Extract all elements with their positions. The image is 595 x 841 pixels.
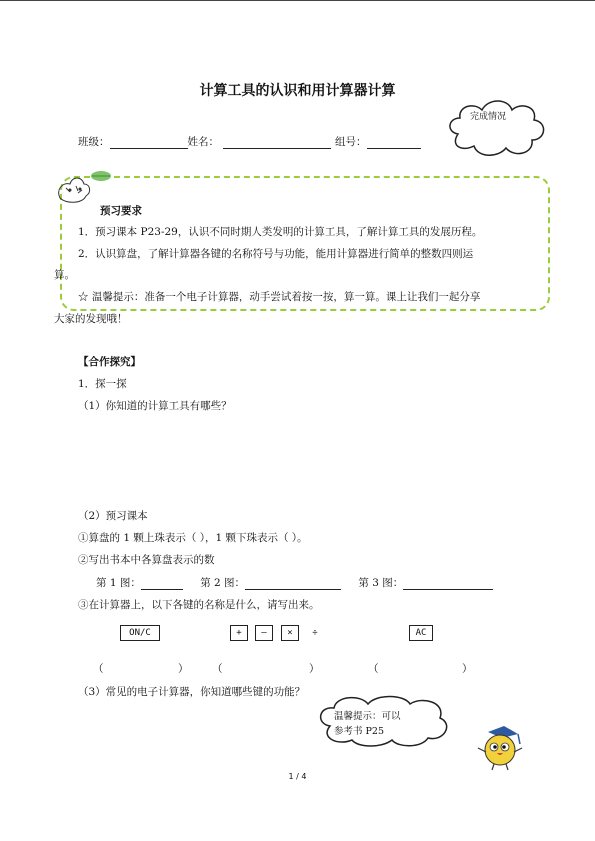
tip-cloud-line-1: 温馨提示：可以: [334, 711, 401, 722]
group-label: 组号：: [335, 136, 367, 148]
preview-item-2-cont: 算。: [54, 269, 75, 281]
question-1: （1）你知道的计算工具有哪些？: [78, 400, 232, 412]
fig-1-label: 第 1 图：: [96, 577, 141, 589]
top-rule: [0, 0, 595, 1]
preview-item-1: 1．预习课本 P23-29，认识不同时期人类发明的计算工具，了解计算工具的发展历程。: [78, 226, 483, 238]
owl-mascot-icon: [474, 722, 526, 772]
page-title: 计算工具的认识和用计算器计算: [199, 83, 396, 99]
paren-3-open: （: [368, 663, 379, 675]
class-label: 班级：: [78, 136, 110, 148]
tip-cloud-line-2: 参考书 P25: [334, 726, 385, 737]
page-number: 1 / 4: [288, 772, 307, 781]
preview-tip-cont: 大家的发现哦！: [54, 313, 128, 325]
class-blank[interactable]: [110, 137, 188, 149]
question-2b: ②写出书本中各算盘表示的数: [78, 554, 215, 566]
preview-heading: 预习要求: [100, 205, 142, 217]
question-2c: ③在计算器上，以下各键的名称是什么，请写出来。: [78, 599, 320, 611]
paren-2-close: ）: [309, 663, 320, 675]
leaf-icon: [90, 170, 112, 182]
paren-2-open: （: [212, 663, 223, 675]
question-3: （3）常见的电子计算器，你知道哪些键的功能？: [78, 686, 306, 698]
completion-label: 完成情况: [470, 112, 507, 122]
name-blank[interactable]: [223, 137, 331, 149]
fig-2-blank[interactable]: [245, 578, 341, 590]
question-2a: ①算盘的 1 颗上珠表示（ ），1 颗下珠表示（ ）。: [78, 532, 308, 544]
key-ac: AC: [409, 625, 433, 641]
key-on-c: ON/C: [120, 625, 160, 641]
key-times: ×: [281, 625, 299, 641]
preview-item-2: 2．认识算盘，了解计算器各键的名称符号与功能，能用计算器进行简单的整数四则运: [78, 248, 474, 260]
figure-answers: [96, 575, 493, 590]
fig-1-blank[interactable]: [141, 578, 183, 590]
completion-cloud: [444, 96, 548, 160]
group-blank[interactable]: [367, 137, 421, 149]
key-divide: ÷: [312, 628, 318, 638]
fig-3-label: 第 3 图：: [358, 577, 404, 589]
question-2: （2）预习课本: [78, 510, 148, 522]
explore-heading: 【合作探究】: [78, 356, 141, 368]
paren-1-open: （: [93, 663, 104, 675]
key-plus: +: [230, 625, 248, 641]
fig-3-blank[interactable]: [403, 578, 493, 590]
explore-sub-1: 1．探一探: [78, 378, 127, 390]
fig-2-label: 第 2 图：: [200, 577, 246, 589]
info-line: [78, 134, 421, 149]
preview-tip: ☆ 温馨提示：准备一个电子计算器，动手尝试着按一按，算一算。课上让我们一起分享: [78, 291, 481, 303]
name-label: 姓名：: [187, 136, 219, 148]
paren-3-close: ）: [462, 663, 473, 675]
paren-1-close: ）: [178, 663, 189, 675]
key-minus: —: [255, 625, 273, 641]
